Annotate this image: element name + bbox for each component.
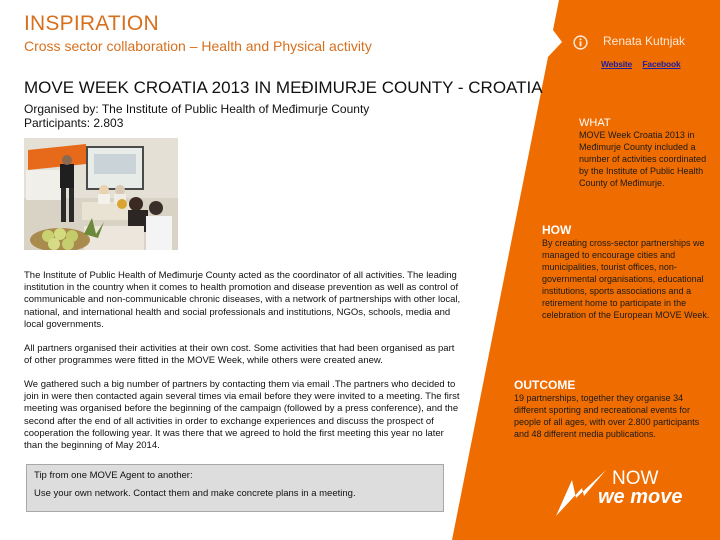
now-we-move-logo	[554, 468, 694, 518]
what-section	[579, 117, 709, 189]
outcome-text: 19 partnerships, together they organise 34 different sporting and recreational events for people of all ages, with over 2.800 participants and 48 different media publications.	[514, 393, 700, 439]
tip-title: Tip from one MOVE Agent to another:	[34, 470, 193, 481]
website-link[interactable]: Website	[601, 59, 633, 69]
tip-text: Use your own network. Contact them and make concrete plans in a meeting.	[34, 488, 356, 499]
what-text: MOVE Week Croatia 2013 in Međimurje County included a number of activities coordinated by the Institute of Public Health County of Međimurje.	[579, 130, 707, 188]
contact-name: Renata Kutnjak	[603, 34, 686, 48]
page-subtitle: Cross sector collaboration – Health and Physical activity	[24, 38, 372, 54]
paragraph-gathering: We gathered such a big number of partners by contacting them via email .The partners who decided to join in were then contacted again several times via email before they were invited to a meeting. The first meeting was organised before the beginning of the campaign (followed by a press conference), and the second after the end of all activities in order to exchange experiences and discuss the prospect of cooperation the following year. It was there that we agreed to hold the first meeting this year no later than the beginning of May 2014.	[24, 379, 460, 452]
how-section	[542, 223, 712, 321]
photo-illustration	[24, 138, 178, 250]
what-heading: WHAT	[579, 117, 611, 129]
logo-line-now: NOW	[612, 468, 659, 489]
facebook-link[interactable]: Facebook	[642, 59, 681, 69]
outcome-section	[514, 378, 704, 440]
participants: Participants: 2.803	[24, 116, 124, 130]
logo-line-we-move: we move	[598, 486, 683, 508]
paragraph-partners-cost: All partners organised their activities at their own cost. Some activities that had been organised as part of other programmes were fitted in the MOVE Week, while others were created anew.	[24, 343, 455, 367]
main-heading: MOVE WEEK CROATIA 2013 IN MEĐIMURJE COUNTY - CROATIA	[24, 78, 543, 97]
event-photo	[24, 138, 178, 250]
tip-box	[26, 464, 444, 512]
how-heading: HOW	[542, 223, 572, 237]
paragraph-coordinator: The Institute of Public Health of Međimurje County acted as the coordinator of all activities. The leading institution in the country when it comes to health promotion and disease prevention as well as control of communicable and non-communicable chronic diseases, with a network of partnerships with other local, national, and international health and social professionals and institutions, NGOs, schools, media and local governments.	[24, 270, 461, 330]
event-meta	[24, 102, 369, 130]
how-text: By creating cross-sector partnerships we managed to encourage cities and municipalities, tourist offices, non-governmental organisations, educational institutions, sports associations and a retirement home to participate in the celebration of the European MOVE Week.	[542, 238, 710, 320]
contact-links	[601, 59, 689, 69]
organised-by: Organised by: The Institute of Public Health of Međimurje County	[24, 102, 370, 116]
outcome-heading: OUTCOME	[514, 378, 576, 392]
page-title: INSPIRATION	[24, 12, 159, 35]
info-icon	[573, 35, 588, 50]
